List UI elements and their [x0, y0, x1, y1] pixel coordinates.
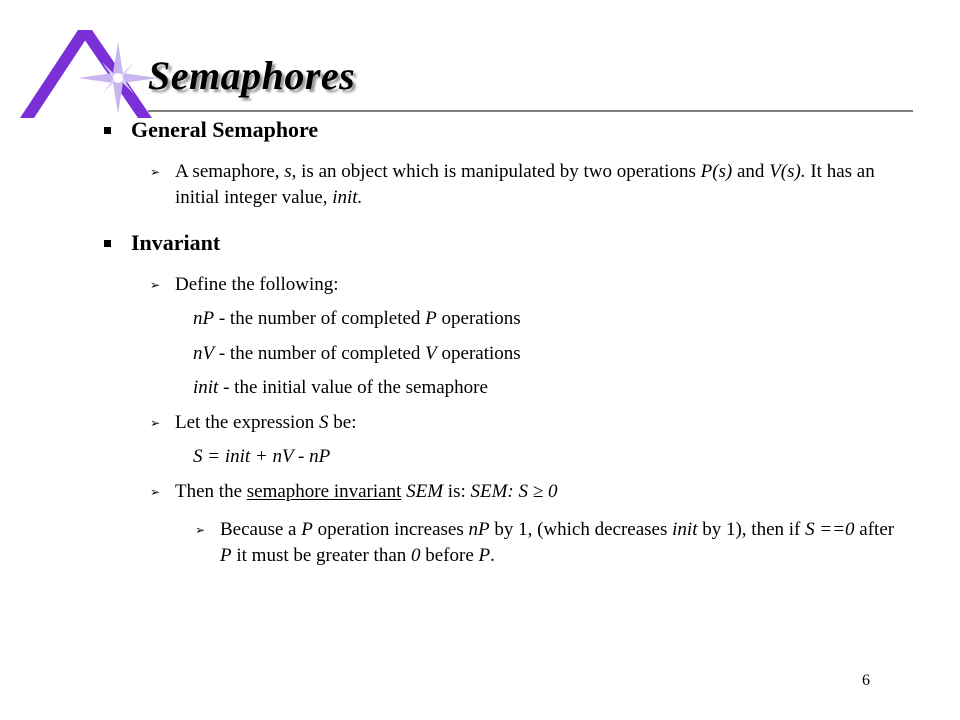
- square-bullet-icon: [104, 127, 111, 134]
- arrow-bullet-icon: ➢: [150, 165, 161, 179]
- sub-bullet-define: [150, 272, 890, 298]
- bullet-label: Invariant: [131, 230, 221, 255]
- arrow-bullet-icon: ➢: [150, 278, 161, 292]
- page-number: 6: [862, 672, 870, 689]
- arrow-bullet-icon: ➢: [150, 485, 161, 499]
- sub-bullet-definition: [150, 159, 890, 211]
- definition-nv: nV - the number of completed V operations: [193, 343, 521, 364]
- bullet-label: General Semaphore: [131, 117, 319, 142]
- sub-bullet-text: Then the semaphore invariant SEM is: SEM: S ≥ 0: [175, 481, 558, 502]
- expression-s: S = init + nV - nP: [193, 446, 331, 467]
- bullet-invariant: [104, 230, 220, 256]
- sub-bullet-text: A semaphore, s, is an object which is manipulated by two operations P(s) and V(s). It has an initial integer value, init.: [175, 161, 875, 208]
- arrow-bullet-icon: ➢: [195, 523, 206, 537]
- bullet-general-semaphore: [104, 117, 318, 143]
- definition-init: init - the initial value of the semaphore: [193, 377, 488, 398]
- sub-bullet-then: [150, 479, 890, 505]
- definition-np: nP - the number of completed P operations: [193, 308, 521, 329]
- sub-bullet-text: Define the following:: [175, 274, 339, 295]
- square-bullet-icon: [104, 240, 111, 247]
- sub-bullet-text: Let the expression S be:: [175, 412, 357, 433]
- sub-bullet-let: [150, 410, 890, 436]
- arrow-bullet-icon: ➢: [150, 416, 161, 430]
- sub-sub-bullet-because: [195, 517, 895, 569]
- sub-bullet-text: Because a P operation increases nP by 1, (which decreases init by 1), then if S ==0 after P it must be greater than 0 before P.: [220, 519, 895, 566]
- slide-title: Semaphores: [148, 53, 356, 98]
